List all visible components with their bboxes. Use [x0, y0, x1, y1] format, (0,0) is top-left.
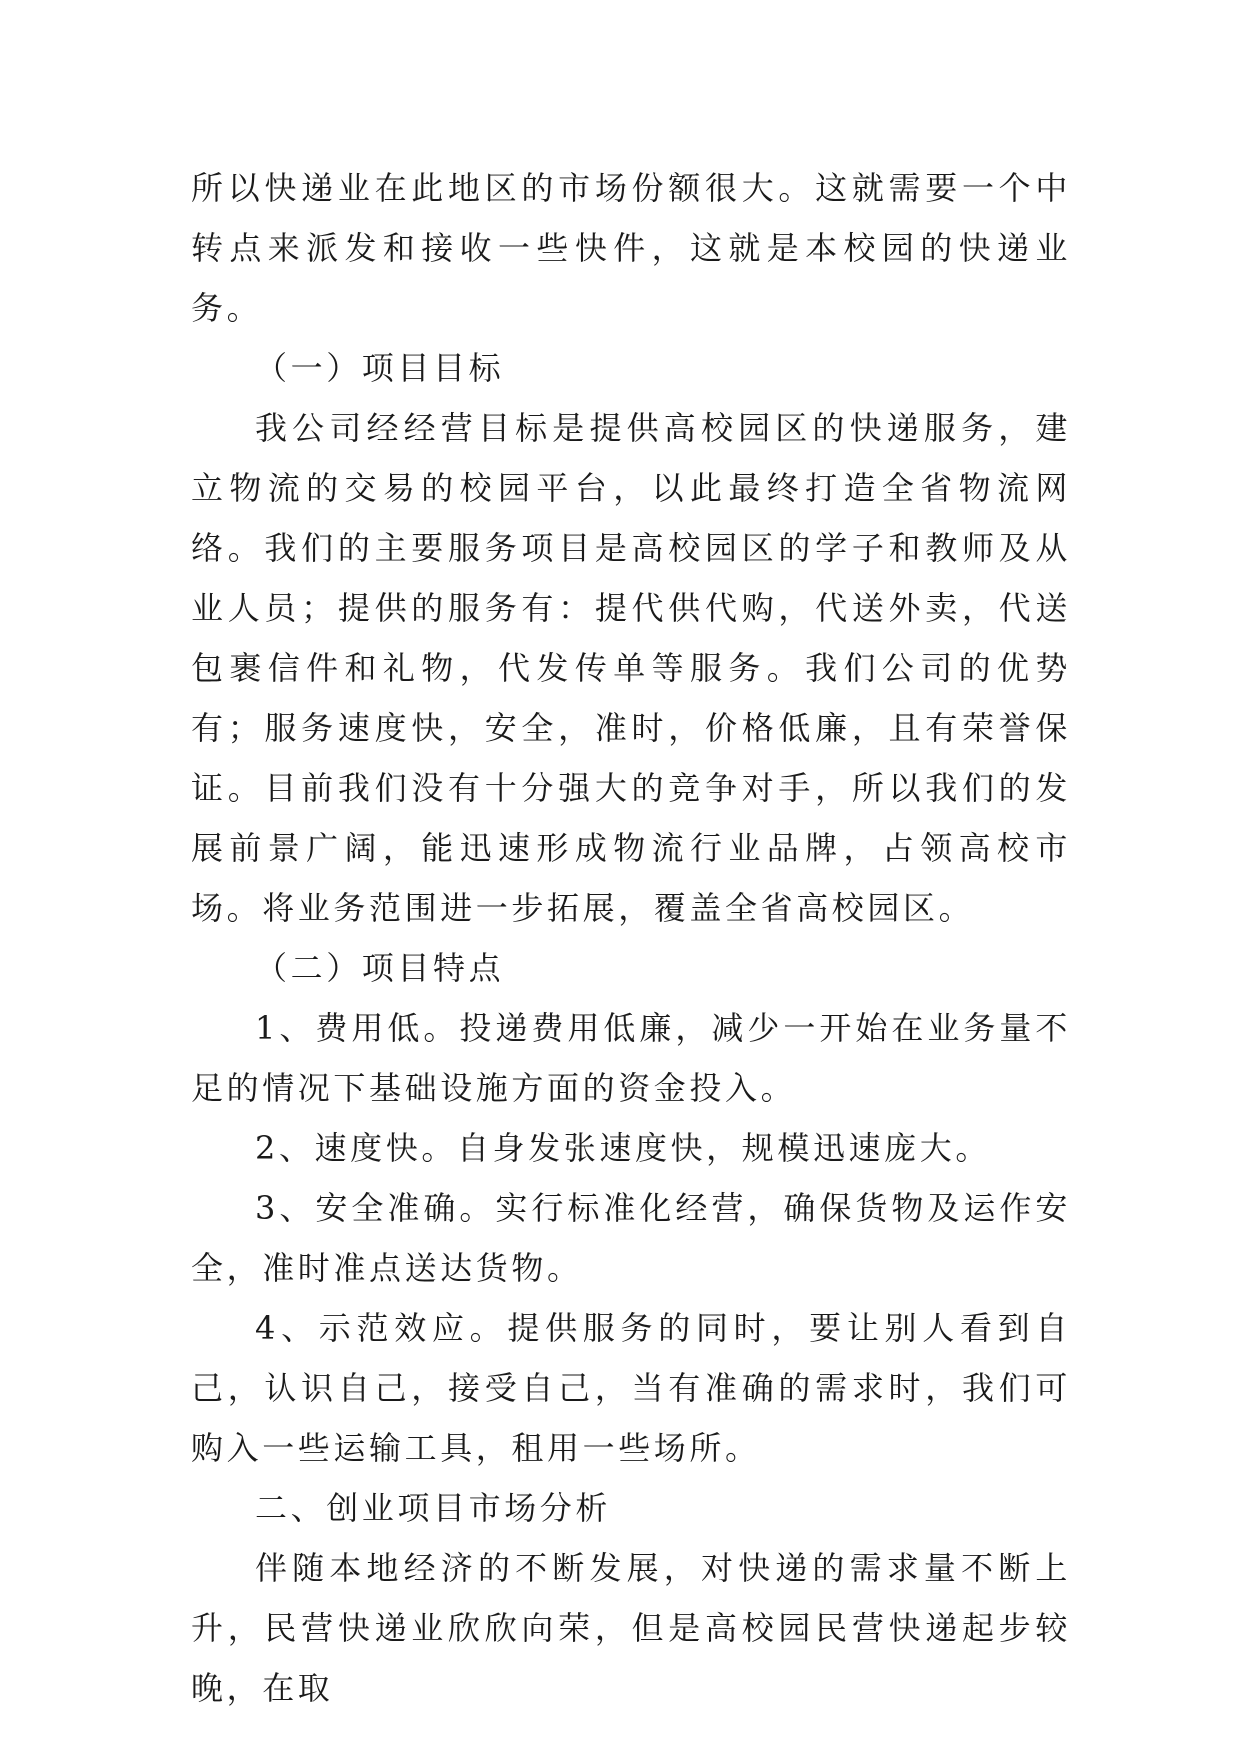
paragraph-feature-1: 1、费用低。投递费用低廉，减少一开始在业务量不足的情况下基础设施方面的资金投入。 [191, 1009, 1071, 1107]
document-body [191, 158, 1071, 1718]
paragraph-feature-3: 3、安全准确。实行标准化经营，确保货物及运作安全，准时准点送达货物。 [191, 1189, 1071, 1287]
paragraph-continuation: 所以快递业在此地区的市场份额很大。这就需要一个中转点来派发和接收一些快件，这就是本校园的快递业务。 [191, 169, 1071, 327]
paragraph-project-goal: 我公司经经营目标是提供高校园区的快递服务，建立物流的交易的校园平台，以此最终打造全省物流网络。我们的主要服务项目是高校园区的学子和教师及从业人员；提供的服务有：提代供代购，代送外卖，代送包裹信件和礼物，代发传单等服务。我们公司的优势有；服务速度快，安全，准时，价格低廉，且有荣誉保证。目前我们没有十分强大的竞争对手，所以我们的发展前景广阔，能迅速形成物流行业品牌，占领高校市场。将业务范围进一步拓展，覆盖全省高校园区。 [191, 409, 1071, 927]
paragraph-feature-2: 2、速度快。自身发张速度快，规模迅速庞大。 [255, 1129, 991, 1167]
paragraph-market-analysis: 伴随本地经济的不断发展，对快递的需求量不断上升，民营快递业欣欣向荣，但是高校园民营快递起步较晚，在取 [191, 1549, 1071, 1707]
section-heading-project-features: （二）项目特点 [255, 949, 505, 987]
section-heading-market-analysis: 二、创业项目市场分析 [255, 1489, 612, 1527]
section-heading-project-goal: （一）项目目标 [255, 349, 505, 387]
paragraph-feature-4: 4、示范效应。提供服务的同时，要让别人看到自己，认识自己，接受自己，当有准确的需求时，我们可购入一些运输工具，租用一些场所。 [191, 1309, 1071, 1467]
